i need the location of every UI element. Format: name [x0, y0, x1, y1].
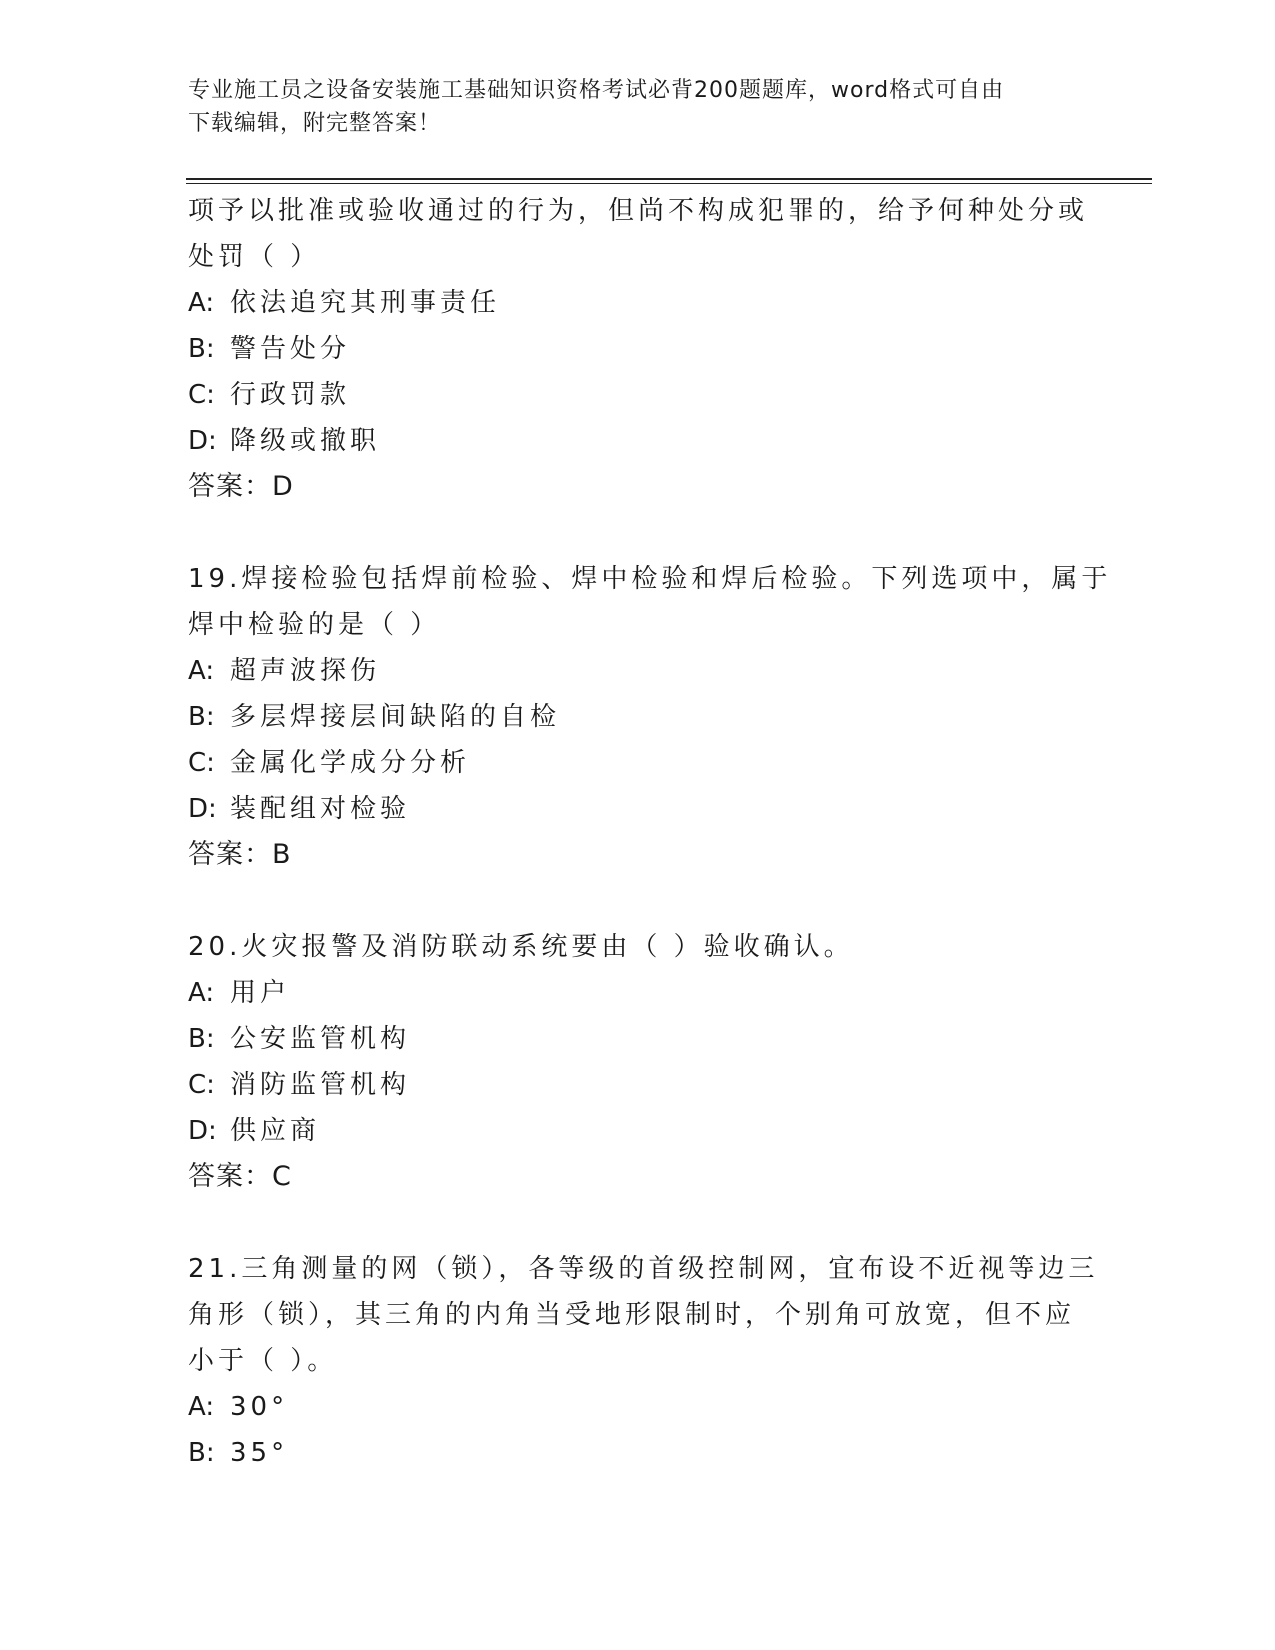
header-title-line1: 专业施工员之设备安装施工基础知识资格考试必背200题题库，word格式可自由	[188, 78, 1005, 103]
question-stem: 焊中检验的是（ ）	[188, 610, 441, 640]
option-text: 行政罚款	[230, 380, 351, 410]
question-stem: 小于（ ）。	[188, 1346, 338, 1376]
option-text: 公安监管机构	[230, 1024, 411, 1054]
option-a	[188, 970, 1088, 1016]
question-stem: 项予以批准或验收通过的行为，但尚不构成犯罪的，给予何种处分或	[188, 196, 1089, 226]
option-text: 用户	[230, 978, 291, 1008]
option-text: 依法追究其刑事责任	[230, 288, 501, 318]
option-text: 金属化学成分分析	[230, 748, 471, 778]
option-letter: A:	[188, 656, 215, 686]
option-text: 降级或撤职	[230, 426, 381, 456]
option-letter: D:	[188, 794, 217, 824]
question-stem: 处罚（ ）	[188, 242, 321, 272]
header-divider-thin	[186, 183, 1152, 184]
option-c	[188, 372, 1088, 418]
header-divider-thick	[186, 178, 1152, 180]
answer-label: 答案：C	[188, 1161, 292, 1192]
answer-label: 答案：D	[188, 471, 294, 502]
spacer	[188, 1200, 1088, 1246]
answer-label: 答案：B	[188, 839, 292, 870]
option-letter: C:	[188, 1070, 215, 1100]
option-c	[188, 740, 1088, 786]
option-b	[188, 1430, 1088, 1476]
question-stem: 角形（锁），其三角的内角当受地形限制时，个别角可放宽，但不应	[188, 1300, 1076, 1330]
question-stem: 20.火灾报警及消防联动系统要由（ ）验收确认。	[188, 932, 854, 962]
option-b	[188, 1016, 1088, 1062]
option-d	[188, 418, 1088, 464]
header-title-line2: 下载编辑，附完整答案！	[188, 111, 442, 136]
spacer	[188, 510, 1088, 556]
option-letter: B:	[188, 702, 215, 732]
option-letter: B:	[188, 1438, 215, 1468]
option-letter: C:	[188, 748, 215, 778]
option-d	[188, 786, 1088, 832]
option-a	[188, 648, 1088, 694]
option-letter: D:	[188, 426, 217, 456]
page-header	[188, 74, 1068, 140]
question-stem: 21.三角测量的网（锁），各等级的首级控制网，宜布设不近视等边三	[188, 1254, 1099, 1284]
option-text: 供应商	[230, 1116, 321, 1146]
option-d	[188, 1108, 1088, 1154]
option-letter: B:	[188, 334, 215, 364]
option-text: 30°	[230, 1392, 289, 1422]
question-stem: 19.焊接检验包括焊前检验、焊中检验和焊后检验。下列选项中，属于	[188, 564, 1112, 594]
question-19	[188, 556, 1112, 878]
option-a	[188, 280, 1088, 326]
question-18	[188, 188, 1088, 510]
option-text: 装配组对检验	[230, 794, 411, 824]
option-c	[188, 1062, 1088, 1108]
option-text: 消防监管机构	[230, 1070, 411, 1100]
option-letter: A:	[188, 288, 215, 318]
option-text: 多层焊接层间缺陷的自检	[230, 702, 561, 732]
question-list	[188, 188, 1112, 1476]
option-letter: B:	[188, 1024, 215, 1054]
option-letter: C:	[188, 380, 215, 410]
question-20	[188, 924, 1088, 1200]
option-b	[188, 694, 1088, 740]
option-text: 警告处分	[230, 334, 351, 364]
option-letter: D:	[188, 1116, 217, 1146]
option-a	[188, 1384, 1088, 1430]
option-letter: A:	[188, 978, 215, 1008]
option-text: 超声波探伤	[230, 656, 381, 686]
spacer	[188, 878, 1088, 924]
option-letter: A:	[188, 1392, 215, 1422]
option-b	[188, 326, 1088, 372]
question-21	[188, 1246, 1099, 1476]
option-text: 35°	[230, 1438, 289, 1468]
